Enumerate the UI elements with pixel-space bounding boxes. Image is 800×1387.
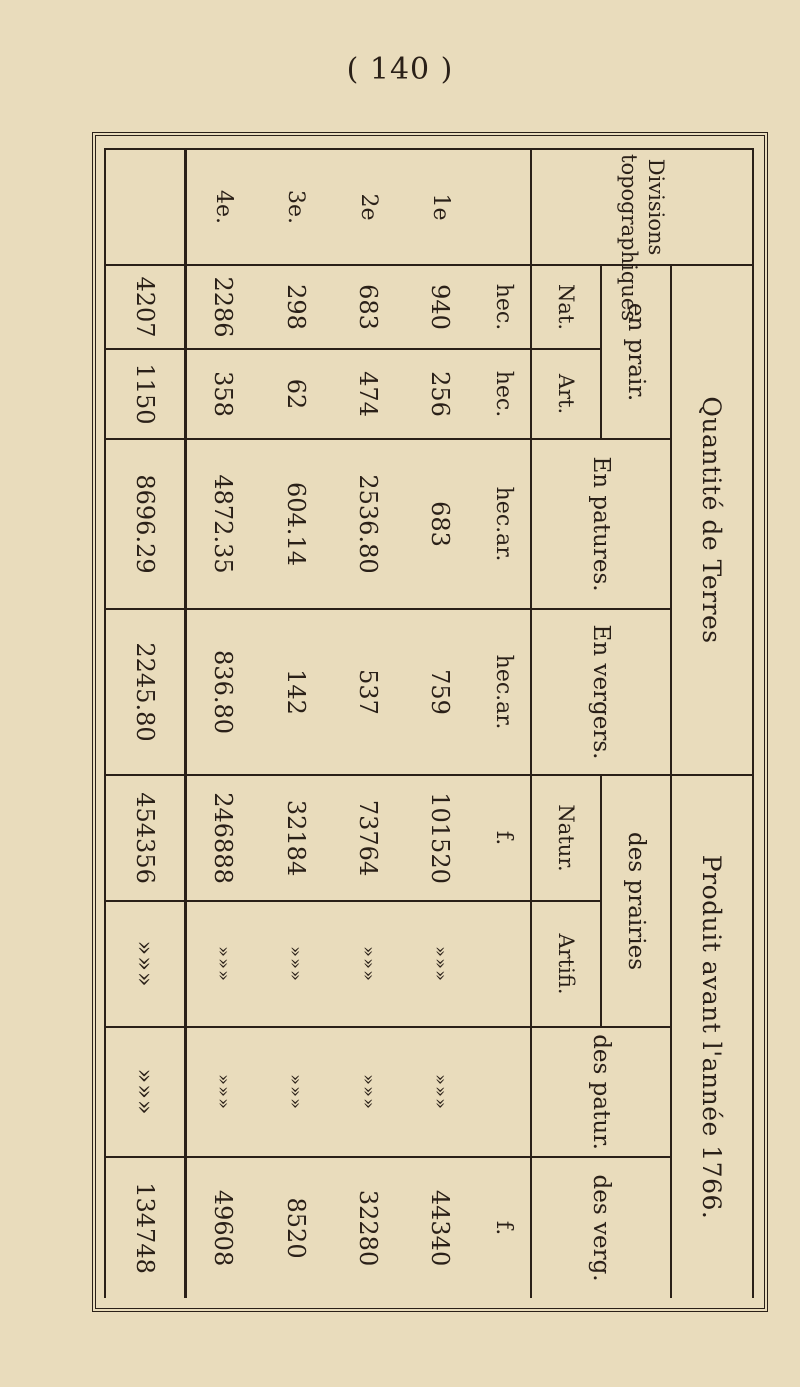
produit-header: Produit avant l'année 1766. — [671, 775, 753, 1298]
value-cell: 836.80 — [185, 609, 259, 775]
des-patur-header: des patur. — [531, 1027, 671, 1157]
unit-cell: hec. — [477, 265, 531, 349]
total-cell: 134748 — [105, 1157, 185, 1298]
rotated-table-stage — [104, 148, 754, 1298]
art-header: Art. — [531, 349, 601, 439]
value-cell: 101520 — [404, 775, 476, 901]
table-row — [404, 149, 476, 1298]
totals-blank — [105, 149, 185, 265]
division-label: 2e — [332, 149, 404, 265]
total-cell: »»» — [105, 901, 185, 1027]
value-cell: 4872.35 — [185, 439, 259, 609]
value-cell: 256 — [404, 349, 476, 439]
value-cell: 537 — [332, 609, 404, 775]
value-cell: 44340 — [404, 1157, 476, 1298]
unit-cell: f. — [477, 775, 531, 901]
total-cell: »»» — [105, 1027, 185, 1157]
total-cell: 1150 — [105, 349, 185, 439]
total-cell: 8696.29 — [105, 439, 185, 609]
value-cell: »»» — [185, 1027, 259, 1157]
rotated-table — [104, 148, 754, 1298]
value-cell: 49608 — [185, 1157, 259, 1298]
quantite-header: Quantité de Terres — [671, 265, 753, 775]
value-cell: 73764 — [332, 775, 404, 901]
value-cell: 683 — [332, 265, 404, 349]
value-cell: »»» — [404, 901, 476, 1027]
des-verg-header: des verg. — [531, 1157, 671, 1298]
value-cell: 246888 — [185, 775, 259, 901]
units-row — [477, 149, 531, 1298]
en-patures-header: En patures. — [531, 439, 671, 609]
totals-row — [105, 149, 185, 1298]
value-cell: 2536.80 — [332, 439, 404, 609]
value-cell: 62 — [260, 349, 332, 439]
division-label: 4e. — [185, 149, 259, 265]
nat-header: Nat. — [531, 265, 601, 349]
unit-cell: f. — [477, 1157, 531, 1298]
natur-header: Natur. — [531, 775, 601, 901]
unit-cell: hec.ar. — [477, 439, 531, 609]
value-cell: »»» — [260, 1027, 332, 1157]
value-cell: 604.14 — [260, 439, 332, 609]
value-cell: »»» — [332, 901, 404, 1027]
value-cell: »»» — [404, 1027, 476, 1157]
en-prair-header: en prair. — [601, 265, 671, 439]
value-cell: 940 — [404, 265, 476, 349]
value-cell: »»» — [332, 1027, 404, 1157]
unit-cell — [477, 901, 531, 1027]
en-vergers-header: En vergers. — [531, 609, 671, 775]
total-cell: 2245.80 — [105, 609, 185, 775]
table-row — [260, 149, 332, 1298]
table-row — [185, 149, 259, 1298]
value-cell: 8520 — [260, 1157, 332, 1298]
value-cell: 759 — [404, 609, 476, 775]
value-cell: 683 — [404, 439, 476, 609]
artifi-header: Artifi. — [531, 901, 601, 1027]
page-number: ( 140 ) — [346, 52, 454, 87]
total-cell: 454356 — [105, 775, 185, 901]
division-label: 1e — [404, 149, 476, 265]
value-cell: 32280 — [332, 1157, 404, 1298]
total-cell: 4207 — [105, 265, 185, 349]
unit-cell: hec.ar. — [477, 609, 531, 775]
unit-cell — [477, 1027, 531, 1157]
value-cell: 142 — [260, 609, 332, 775]
value-cell: »»» — [260, 901, 332, 1027]
value-cell: 298 — [260, 265, 332, 349]
value-cell: 358 — [185, 349, 259, 439]
value-cell: 474 — [332, 349, 404, 439]
value-cell: 2286 — [185, 265, 259, 349]
ledger-table — [104, 148, 754, 1298]
value-cell: 32184 — [260, 775, 332, 901]
value-cell: »»» — [185, 901, 259, 1027]
division-label: 3e. — [260, 149, 332, 265]
units-blank — [477, 149, 531, 265]
unit-cell: hec. — [477, 349, 531, 439]
des-prairies-header: des prairies — [601, 775, 671, 1027]
divisions-header: Divisions topographiques — [531, 149, 753, 265]
table-row — [332, 149, 404, 1298]
